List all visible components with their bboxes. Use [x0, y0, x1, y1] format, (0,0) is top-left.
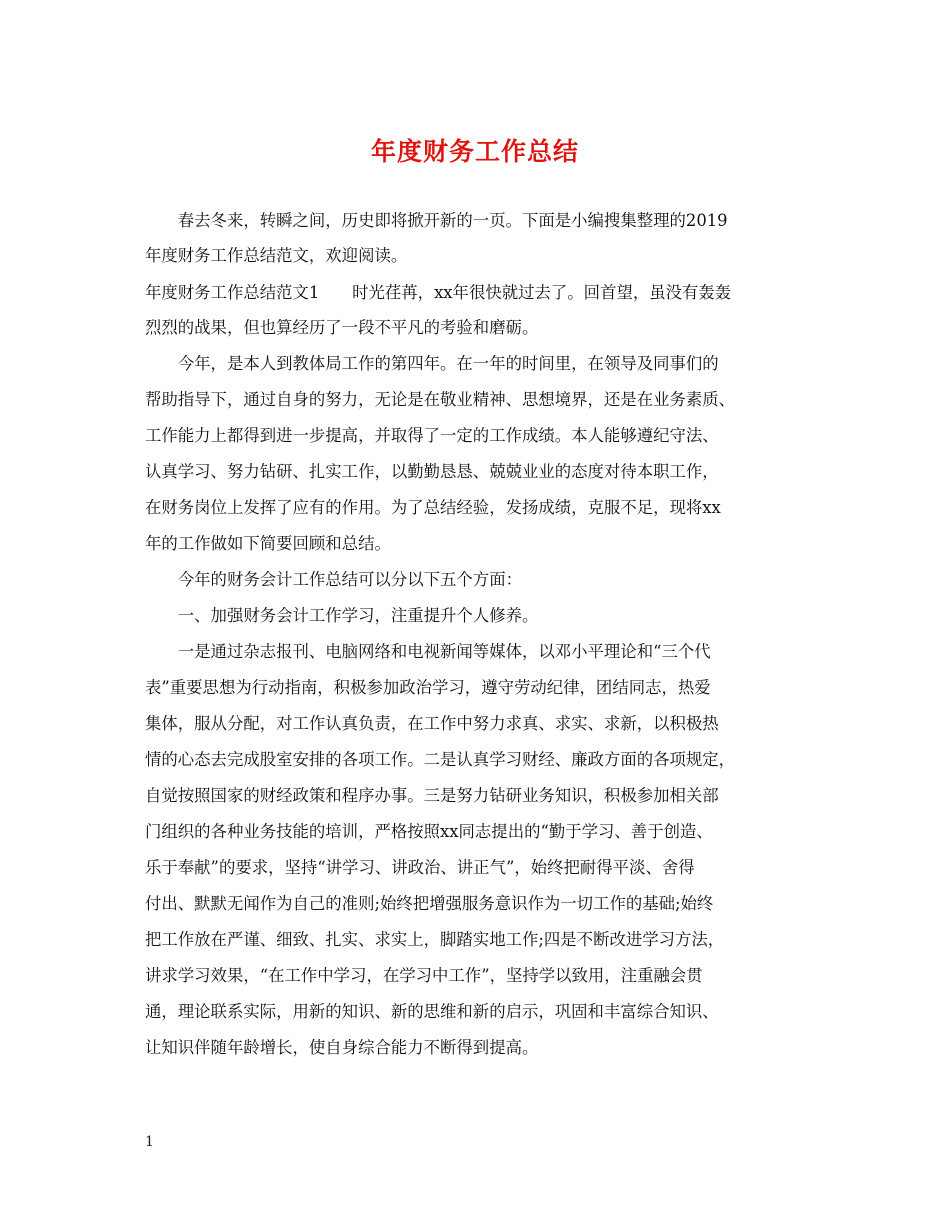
body-line: 集体，服从分配，对工作认真负责，在工作中努力求真、求实、求新，以积极热 [145, 714, 719, 733]
body-line: 把工作放在严谨、细致、扎实、求实上，脚踏实地工作;四是不断改进学习方法， [145, 930, 725, 949]
body-line: 表”重要思想为行动指南，积极参加政治学习，遵守劳动纪律，团结同志，热爱 [145, 678, 711, 697]
body-line: 今年，是本人到教体局工作的第四年。在一年的时间里，在领导及同事们的 [145, 354, 719, 373]
body-line: 在财务岗位上发挥了应有的作用。为了总结经验，发扬成绩，克服不足，现将xx [145, 498, 721, 517]
body-line: 通，理论联系实际，用新的知识、新的思维和新的启示，巩固和丰富综合知识、 [145, 1002, 719, 1021]
body-line: 烈烈的战果，但也算经历了一段不平凡的考验和磨砺。 [145, 318, 539, 337]
body-line: 年度财务工作总结范文，欢迎阅读。 [145, 246, 408, 265]
page-number: 1 [145, 1134, 154, 1150]
body-line: 今年的财务会计工作总结可以分以下五个方面： [145, 570, 522, 589]
body-line: 年的工作做如下简要回顾和总结。 [145, 534, 391, 553]
body-line: 一是通过杂志报刊、电脑网络和电视新闻等媒体，以邓小平理论和“三个代 [145, 642, 711, 661]
body-line: 讲求学习效果，“在工作中学习，在学习中工作”，坚持学以致用，注重融会贯 [145, 966, 703, 985]
body-line: 一、加强财务会计工作学习，注重提升个人修养。 [145, 606, 539, 625]
body-line: 工作能力上都得到进一步提高，并取得了一定的工作成绩。本人能够遵纪守法、 [145, 426, 719, 445]
body-line: 春去冬来，转瞬之间，历史即将掀开新的一页。下面是小编搜集整理的2019 [145, 211, 728, 230]
page-title: 年度财务工作总结 [370, 137, 579, 166]
body-line: 情的心态去完成股室安排的各项工作。二是认真学习财经、廉政方面的各项规定， [145, 750, 736, 769]
body-line: 让知识伴随年龄增长，使自身综合能力不断得到提高。 [145, 1038, 539, 1057]
body-line: 认真学习、努力钻研、扎实工作，以勤勤恳恳、兢兢业业的态度对待本职工作， [145, 462, 719, 481]
body-line: 帮助指导下，通过自身的努力，无论是在敬业精神、思想境界，还是在业务素质、 [145, 390, 736, 409]
body-line: 乐于奉献”的要求，坚持“讲学习、讲政治、讲正气”，始终把耐得平淡、舍得 [145, 858, 695, 877]
body-line: 门组织的各种业务技能的培训，严格按照xx同志提出的“勤于学习、善于创造、 [145, 822, 713, 841]
body-line: 年度财务工作总结范文1 时光荏苒，xx年很快就过去了。回首望，虽没有轰轰 [145, 283, 732, 302]
body-line: 付出、默默无闻作为自己的准则;始终把增强服务意识作为一切工作的基础;始终 [145, 894, 714, 913]
body-line: 自觉按照国家的财经政策和程序办事。三是努力钻研业务知识，积极参加相关部 [145, 786, 719, 805]
